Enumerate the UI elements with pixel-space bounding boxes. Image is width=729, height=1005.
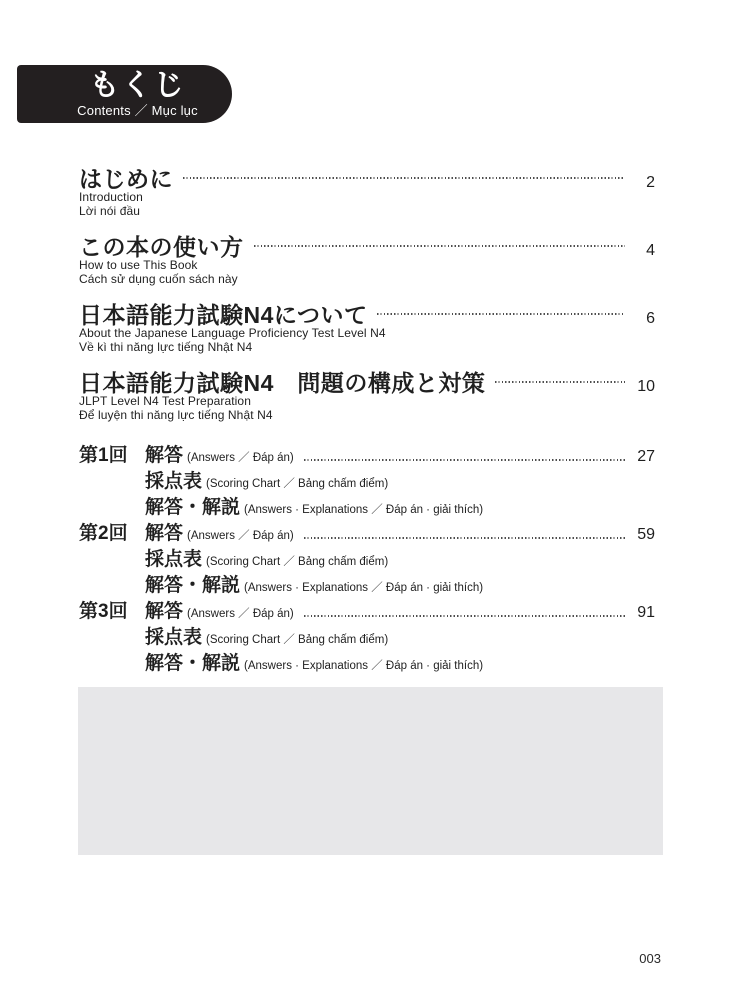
answers-row [145, 443, 655, 469]
content-placeholder-block [78, 687, 663, 855]
toc-entry-title-row [79, 297, 655, 328]
dotted-leader [254, 245, 626, 247]
toc-entry-subtitle-en: About the Japanese Language Proficiency Test Level N4 [79, 326, 386, 340]
toc-entry-page: 10 [637, 378, 655, 395]
dotted-leader [183, 177, 625, 179]
session-page: 27 [637, 448, 655, 465]
dotted-leader [377, 313, 625, 315]
toc-entry-page: 2 [646, 174, 655, 191]
toc-entry-subtitle-en: How to use This Book [79, 258, 198, 272]
toc-entry-subtitle-vi: Về kì thi năng lực tiếng Nhật N4 [79, 340, 253, 354]
toc-entry-page: 4 [646, 242, 655, 259]
answers-note: (Answers ／ Đáp án) [187, 530, 294, 542]
badge-subtitle: Contents ／ Mục lục [77, 103, 198, 118]
explanations-note: (Answers · Explanations ／ Đáp án · giải thích) [244, 660, 484, 672]
toc-entry [79, 161, 655, 217]
toc-list [79, 161, 655, 677]
toc-entry-title-row [79, 229, 655, 260]
explanations-label: 解答・解説 [145, 575, 241, 596]
toc-entry-page: 6 [646, 310, 655, 327]
session-label: 第2回 [79, 523, 128, 544]
session-list [79, 443, 655, 677]
explanations-label: 解答・解説 [145, 653, 241, 674]
answers-label: 解答 [145, 445, 184, 466]
scoring-label: 採点表 [145, 627, 203, 648]
explanations-row [145, 651, 655, 677]
dotted-leader [495, 381, 625, 383]
toc-entry-title: この本の使い方 [79, 234, 244, 260]
session-rows [145, 521, 655, 599]
dotted-leader [304, 537, 625, 539]
explanations-note: (Answers · Explanations ／ Đáp án · giải thích) [244, 504, 484, 516]
toc-entry-subtitle-en: Introduction [79, 190, 143, 204]
session-page: 59 [637, 526, 655, 543]
scoring-label: 採点表 [145, 471, 203, 492]
toc-session [79, 599, 655, 677]
toc-entry-subtitle-vi: Lời nói đầu [79, 204, 141, 218]
session-label: 第1回 [79, 445, 128, 466]
toc-entry-subtitle-en: JLPT Level N4 Test Preparation [79, 394, 251, 408]
toc-entry-subtitle-vi: Cách sử dụng cuốn sách này [79, 272, 238, 286]
answers-note: (Answers ／ Đáp án) [187, 608, 294, 620]
answers-row [145, 599, 655, 625]
toc-entry-subtitle-vi: Để luyện thi năng lực tiếng Nhật N4 [79, 408, 273, 422]
toc-entry [79, 297, 655, 353]
toc-entry-title-row [79, 365, 655, 396]
dotted-leader [304, 459, 625, 461]
answers-note: (Answers ／ Đáp án) [187, 452, 294, 464]
explanations-label: 解答・解説 [145, 497, 241, 518]
badge-title: もくじ [89, 69, 186, 102]
explanations-row [145, 573, 655, 599]
session-rows [145, 443, 655, 521]
scoring-row [145, 625, 655, 651]
scoring-note: (Scoring Chart ／ Bảng chấm điểm) [206, 634, 389, 646]
session-label: 第3回 [79, 601, 128, 622]
page-number: 003 [639, 951, 661, 966]
scoring-note: (Scoring Chart ／ Bảng chấm điểm) [206, 478, 389, 490]
answers-label: 解答 [145, 601, 184, 622]
toc-session [79, 443, 655, 521]
session-rows [145, 599, 655, 677]
contents-header-badge [17, 65, 232, 123]
session-page: 91 [637, 604, 655, 621]
toc-entry-title: 日本語能力試験N4について [79, 302, 368, 328]
toc-session [79, 521, 655, 599]
scoring-row [145, 547, 655, 573]
scoring-row [145, 469, 655, 495]
toc-entry-title: はじめに [79, 166, 173, 192]
toc-entry-title-row [79, 161, 655, 192]
scoring-note: (Scoring Chart ／ Bảng chấm điểm) [206, 556, 389, 568]
dotted-leader [304, 615, 625, 617]
answers-row [145, 521, 655, 547]
scoring-label: 採点表 [145, 549, 203, 570]
toc-entry [79, 365, 655, 421]
explanations-note: (Answers · Explanations ／ Đáp án · giải thích) [244, 582, 484, 594]
answers-label: 解答 [145, 523, 184, 544]
toc-entry [79, 229, 655, 285]
toc-entry-title: 日本語能力試験N4 問題の構成と対策 [79, 370, 486, 396]
explanations-row [145, 495, 655, 521]
